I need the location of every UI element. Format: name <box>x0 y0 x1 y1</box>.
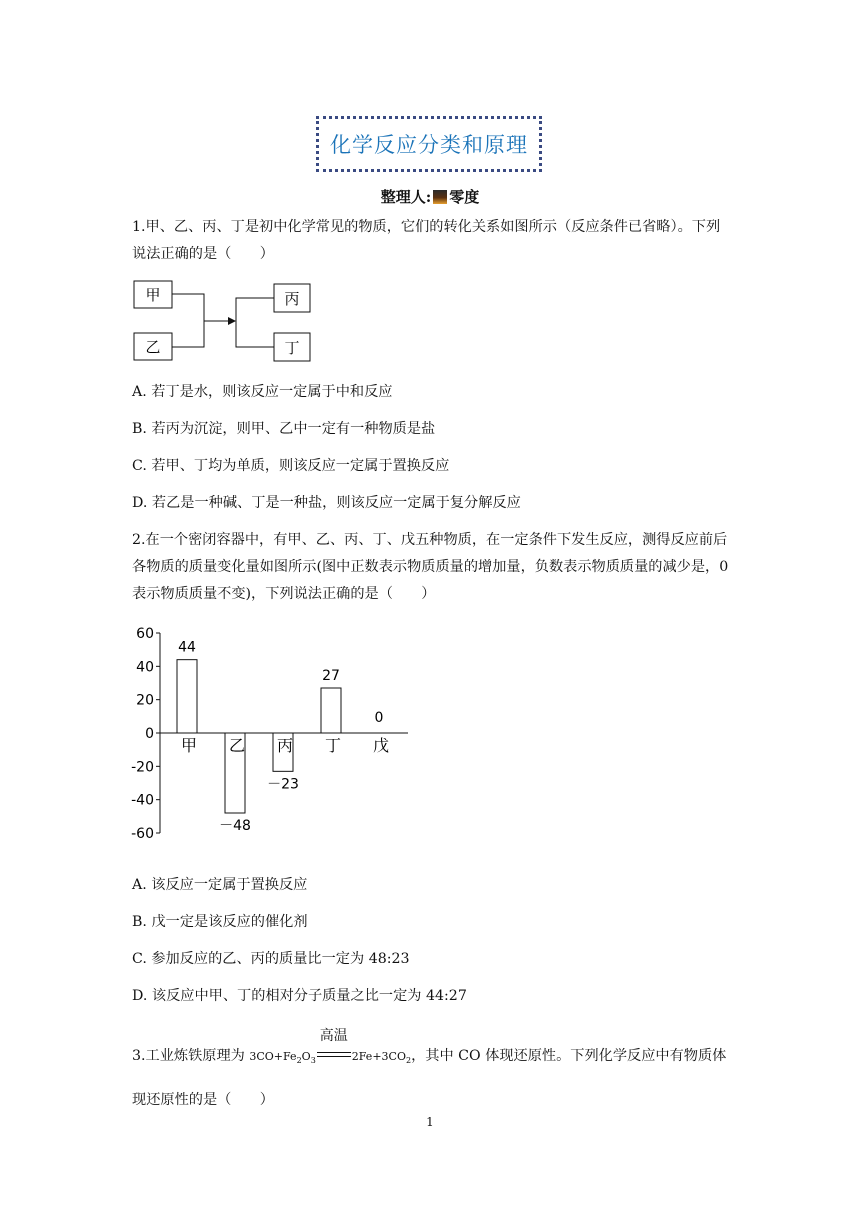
q2-option-a[interactable]: A. 该反应一定属于置换反应 <box>132 877 308 893</box>
category-label: 丁 <box>324 736 342 755</box>
author-prefix: 整理人: <box>380 188 432 206</box>
author-name: 零度 <box>449 188 480 206</box>
q1-option-b[interactable]: B. 若丙为沉淀，则甲、乙中一定有一种物质是盐 <box>132 421 436 437</box>
y-tick-label: 40 <box>136 659 154 676</box>
equals-sign <box>317 1052 351 1057</box>
label-product-a: 丙 <box>284 290 300 308</box>
q2-option-d[interactable]: D. 该反应中甲、丁的相对分子质量之比一定为 44:27 <box>132 988 467 1004</box>
connector-left <box>172 294 204 347</box>
category-label: 甲 <box>180 736 198 755</box>
bar <box>321 688 341 733</box>
y-tick-label: 0 <box>145 726 154 742</box>
y-tick-label: 20 <box>136 692 154 709</box>
y-tick-label: -60 <box>131 826 154 842</box>
category-label: 乙 <box>228 736 246 755</box>
page-number: 1 <box>426 1115 434 1129</box>
arrow-head-icon <box>228 317 236 325</box>
value-label: －23 <box>267 776 299 793</box>
y-tick-label: 60 <box>136 626 154 642</box>
value-label: －48 <box>219 818 251 834</box>
y-tick-label: -20 <box>131 759 154 776</box>
connector-right <box>236 298 274 347</box>
category-label: 戊 <box>372 736 390 755</box>
iron-smelting-equation: $3CO+Fe_2O_3$ 高温 $2Fe+3CO_2$ <box>249 1043 411 1074</box>
question-3-text <box>132 1028 752 1074</box>
q2-option-b[interactable]: B. 戊一定是该反应的催化剂 <box>132 914 308 930</box>
label-reactant-b: 乙 <box>145 338 161 356</box>
q3-suffix: ，其中 CO 体现还原性。下列化学反应中有物质体 <box>411 1048 727 1064</box>
y-tick-label: -40 <box>131 792 154 809</box>
label-reactant-a: 甲 <box>145 286 161 304</box>
author-avatar <box>433 190 447 204</box>
value-label: 44 <box>178 639 196 656</box>
value-label: 0 <box>374 710 384 726</box>
question-2-text: 2.在一个密闭容器中，有甲、乙、丙、丁、戊五种物质，在一定条件下发生反应，测得反应前后各物质的质量变化量如图所示(图中正数表示物质质量的增加量，负数表示物质质量的减少是，0 表示物质质量不变)，下列说法正确的是（ ） <box>132 532 729 602</box>
q2-option-c[interactable]: C. 参加反应的乙、丙的质量比一定为 48:23 <box>132 951 410 967</box>
q1-option-d[interactable]: D. 若乙是一种碱、丁是一种盐，则该反应一定属于复分解反应 <box>132 495 521 511</box>
mass-change-chart <box>128 620 418 845</box>
author-line <box>0 186 860 207</box>
q1-option-c[interactable]: C. 若甲、丁均为单质，则该反应一定属于置换反应 <box>132 458 450 474</box>
label-product-b: 丁 <box>284 339 300 357</box>
reaction-condition: 高温 <box>319 1028 348 1044</box>
title-box <box>316 116 542 172</box>
reaction-diagram <box>130 278 320 368</box>
question-3-line2: 现还原性的是（ ） <box>132 1092 274 1108</box>
q3-prefix: 3.工业炼铁原理为 <box>132 1048 250 1064</box>
page-title: 化学反应分类和原理 <box>330 133 528 157</box>
bar <box>177 660 197 733</box>
category-label: 丙 <box>276 736 294 755</box>
q1-option-a[interactable]: A. 若丁是水，则该反应一定属于中和反应 <box>132 384 393 400</box>
value-label: 27 <box>322 668 340 684</box>
question-1-text: 1.甲、乙、丙、丁是初中化学常见的物质，它们的转化关系如图所示（反应条件已省略）。下列说法正确的是（ ） <box>132 219 721 262</box>
